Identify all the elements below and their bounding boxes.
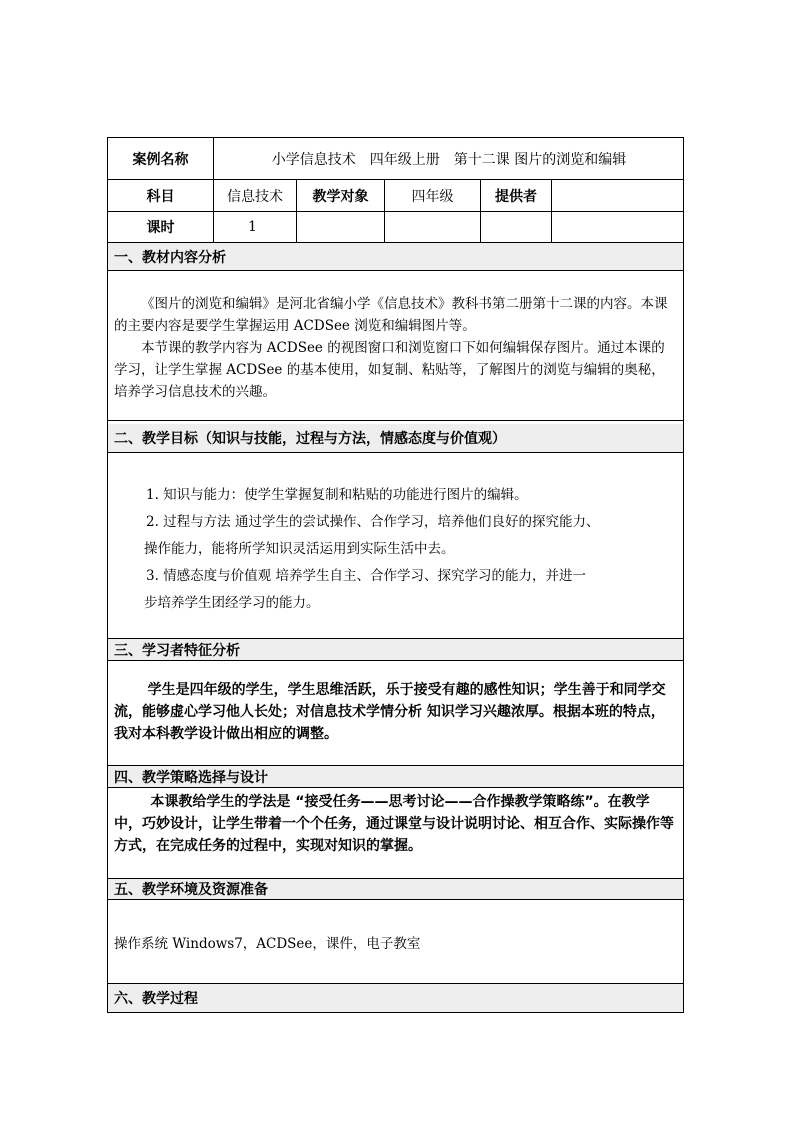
case-name-value: 小学信息技术 四年级上册 第十二课 图片的浏览和编辑 bbox=[271, 151, 627, 168]
case-name-label: 案例名称 bbox=[132, 151, 189, 168]
section-6-title: 六、教学过程 bbox=[108, 984, 683, 1012]
goal-item: 2. 过程与方法 通过学生的尝试操作、合作学习，培养他们良好的探究能力、 bbox=[146, 514, 600, 530]
section-1-paragraph: 本节课的教学内容为 ACDSee 的视图窗口和浏览窗口下如何编辑保存图片。通过本课的学习，让学生掌握 ACDSee 的基本使用，如复制、粘贴等，了解图片的浏览与编辑的奥秘，培养学习信息技术的兴趣。 bbox=[114, 340, 665, 400]
section-3-title: 三、学习者特征分析 bbox=[108, 639, 683, 660]
section-3-paragraph: 学生是四年级的学生，学生思维活跃，乐于接受有趣的感性知识；学生善于和同学交流，能够虚心学习他人长处；对信息技术学情分析 知识学习兴趣浓厚。根据本班的特点，我对本科教学设计做出相应的调整。 bbox=[114, 682, 666, 742]
section-2-goals bbox=[146, 482, 675, 617]
goal-item: 1. 知识与能力：使学生掌握复制和粘贴的功能进行图片的编辑。 bbox=[146, 487, 528, 503]
section-3-body bbox=[114, 679, 677, 745]
goal-item-continuation: 步培养学生团经学习的能力。 bbox=[144, 595, 320, 611]
section-1-body bbox=[114, 293, 675, 403]
subject-value: 信息技术 bbox=[227, 188, 283, 205]
section-4-body bbox=[114, 791, 677, 857]
section-4-paragraph: 本课教给学生的学法是 “接受任务——思考讨论——合作操教学策略练”。在教学中，巧妙设计，让学生带着一个个任务，通过课堂与设计说明讨论、相互合作、实际操作等方式，在完成任务的过程中，实现对知识的掌握。 bbox=[114, 794, 674, 854]
lesson-plan-table bbox=[107, 137, 684, 1013]
goal-item-continuation: 操作能力，能将所学知识灵活运用到实际生活中去。 bbox=[144, 541, 455, 557]
provider-label: 提供者 bbox=[495, 188, 537, 205]
hours-value: 1 bbox=[248, 219, 257, 235]
section-1-title: 一、教材内容分析 bbox=[108, 243, 683, 270]
subject-label: 科目 bbox=[146, 188, 175, 205]
hours-label: 课时 bbox=[146, 220, 175, 236]
audience-value: 四年级 bbox=[411, 188, 454, 205]
section-2-title: 二、教学目标（知识与技能，过程与方法，情感态度与价值观） bbox=[108, 424, 683, 452]
section-5-title: 五、教学环境及资源准备 bbox=[108, 879, 683, 899]
audience-label: 教学对象 bbox=[312, 188, 369, 205]
section-4-title: 四、教学策略选择与设计 bbox=[108, 766, 683, 787]
section-5-body: 操作系统 Windows7，ACDSee，课件，电子教室 bbox=[114, 936, 421, 952]
section-1-paragraph: 《图片的浏览和编辑》是河北省编小学《信息技术》教科书第二册第十二课的内容。本课的主要内容是要学生掌握运用 ACDSee 浏览和编辑图片等。 bbox=[114, 296, 668, 334]
provider-value bbox=[552, 180, 684, 211]
goal-item: 3. 情感态度与价值观 培养学生自主、合作学习、探究学习的能力，并进一 bbox=[146, 568, 586, 584]
